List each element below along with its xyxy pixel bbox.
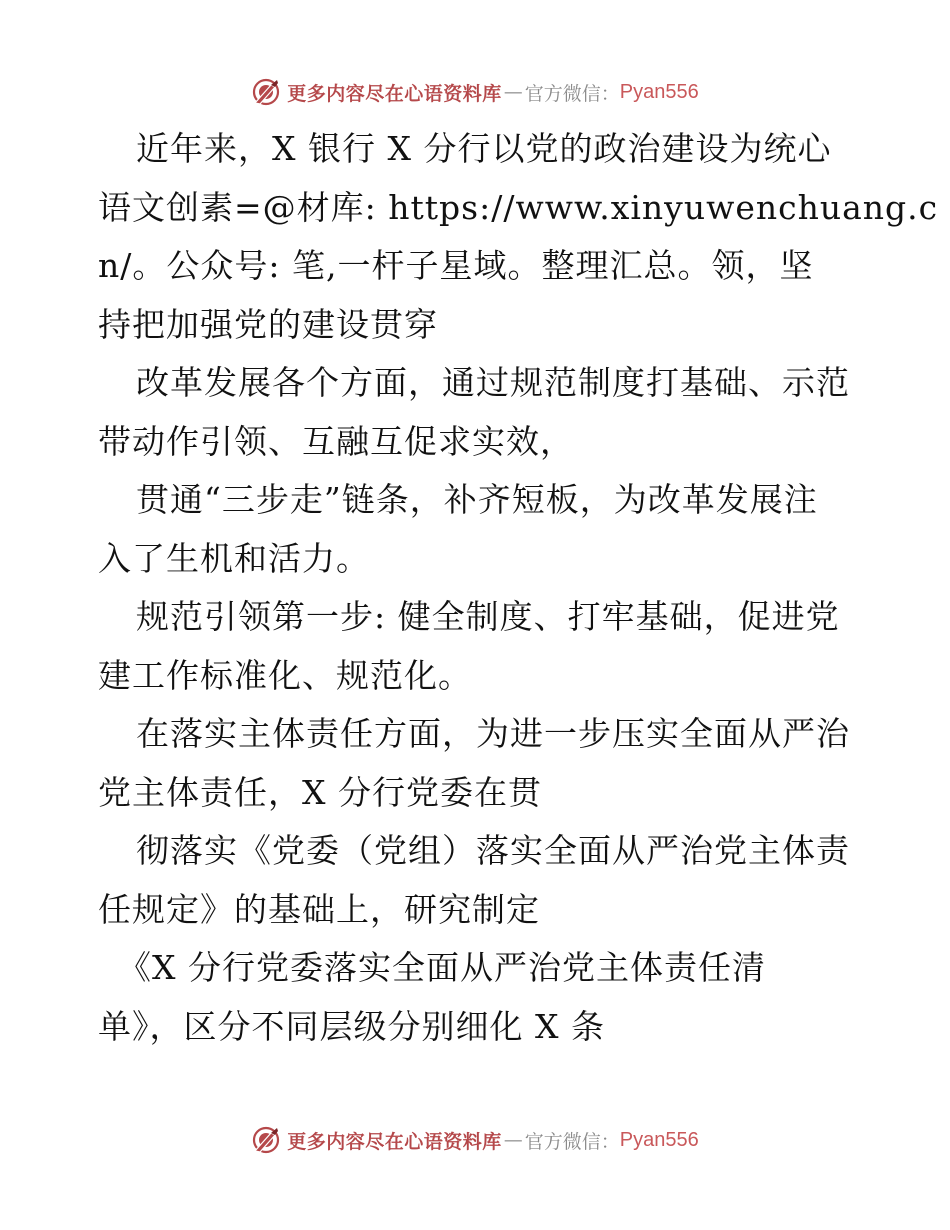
watermark-brand-text: 更多内容尽在心语资料库	[287, 1130, 502, 1153]
text-line: 单》，区分不同层级分别细化 X 条	[98, 1006, 605, 1046]
header-watermark	[0, 72, 950, 112]
watermark-wechat-label: 官方微信：	[524, 82, 620, 105]
text-line: 《X 分行党委落实全面从严治党主体责任清	[118, 948, 766, 987]
text-line: 彻落实《党委（党组）落实全面从严治党主体责	[136, 831, 850, 870]
text-line: 规范引领第一步: 健全制度、打牢基础，促进党	[136, 597, 840, 636]
watermark-wechat-id: Pyan556	[619, 80, 699, 103]
watermark-brand-text: 更多内容尽在心语资料库	[287, 82, 502, 105]
text-line: 带动作引领、互融互促求实效，	[98, 421, 574, 461]
text-line: 贯通“三步走”链条，补齐短板，为改革发展注	[136, 480, 818, 519]
watermark-separator: —	[503, 1129, 523, 1151]
text-line: 入了生机和活力。	[98, 538, 370, 578]
pen-logo-icon	[251, 77, 281, 107]
watermark-wechat-label: 官方微信：	[524, 1130, 620, 1153]
watermark-separator: —	[503, 81, 523, 103]
footer-watermark	[0, 1120, 950, 1160]
text-line: 建工作标准化、规范化。	[98, 655, 472, 695]
text-line: n/。公众号: 笔,一杆子星域。整理汇总。领，坚	[98, 246, 814, 285]
pen-logo-icon	[251, 1125, 281, 1155]
text-line: 改革发展各个方面，通过规范制度打基础、示范	[136, 363, 850, 402]
watermark-wechat-id: Pyan556	[619, 1128, 699, 1151]
text-line: 近年来，X 银行 X 分行以党的政治建设为统心	[136, 129, 832, 168]
text-line: 党主体责任，X 分行党委在贯	[98, 772, 542, 812]
text-line: 持把加强党的建设贯穿	[98, 304, 438, 344]
document-body	[98, 120, 939, 1056]
text-line: 在落实主体责任方面，为进一步压实全面从严治	[136, 714, 850, 753]
text-line: 任规定》的基础上，研究制定	[98, 889, 540, 929]
text-line: 语文创素=@材库: https://www.xinyuwenchuang.c	[98, 187, 939, 227]
